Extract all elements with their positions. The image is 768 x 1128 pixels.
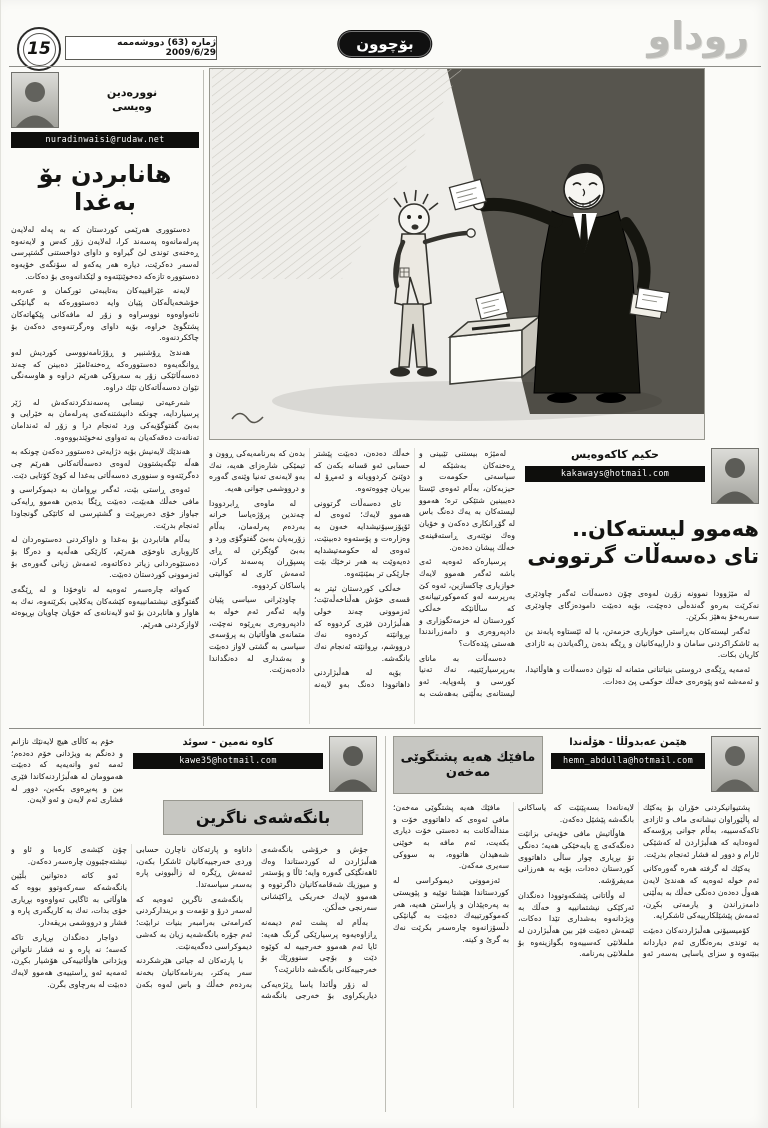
header-divider (9, 66, 761, 67)
newspaper-logo: روداو (647, 14, 749, 58)
headline-line2: تای دەسەڵات گرتوونی (527, 544, 759, 569)
article-paragraph: لە زۆر وڵاتدا یاسا ڕێژەیەكى دیاریكراوى بۆ خەرجى بانگەشە داناوە و پارتەكان ناچارن حسابى وردى خەرجییەكانیان ئاشكرا بكەن، ئەمەش ڕێگرە لە زاڵبوونى پارە بەسەر سیاسەتدا. (136, 845, 377, 1001)
article-paragraph: یەكێك لە گرفتە هەرە گەورەكانى ئەم خولە ئەوەیە كە هەندێ لایەن هەوڵ دەدەن دەنگى خەڵك بە بەڵێنى دامەزراندن و یارمەتى بكڕن، ئەمەش پێشێلكارییەكى ئاشكرایە. (643, 864, 759, 921)
bottom-column-divider (385, 736, 386, 1112)
article-paragraph: ئەو كاتە دەتوانین بڵێین بانگەشەكە سەركەوتوو بووە كە هاوڵاتى بە ئاگایى تەواوەوە بڕیارى خۆى بدات، نەك بە كاریگەرى پارە و فشار و درووشمى بریقەدار. (11, 871, 127, 928)
article-paragraph: دەستوورى هەرێمى كوردستان كە بە پەلە لەلایەن پەرلەمانەوە پەسەند كرا، لەلایەن زۆر كەس و لایەنەوە ڕەخنەى توندى لێ گیراوە و داواى دواخستنى گشتپرسى لەسەر دەكرێت، دیارە هەر یەكەو لە سۆنگەى خۆیەوە دەستوورە تازەكە دەخوێنێتەوە و لێكدانەوەى بۆ دەكات. (11, 225, 199, 281)
article-paragraph: خەڵكى كوردستان ئیتر بە قسەى خۆش هەڵناخەڵەتێت؛ ئەزموونى چەند خولى هەڵبژاردن فێرى كردووە كە بڕوانێتە كردەوە نەك درووشم، بڕوانێتە ئەنجام نەك بانگەشە. (314, 583, 410, 663)
author-name: هێمن عەبدوڵڵا - هۆڵەندا (569, 737, 687, 748)
cartoon-frame (209, 68, 705, 440)
article-mafek-haya (393, 736, 759, 1112)
article-paragraph: دواجار دەنگدان بڕیارى تاكە كەسە؛ نە پارە و نە فشار ناتوانن ویژدانى هاوڵاتییەكى هۆشیار بكڕن، ئەمەیە ئەو ڕاستییەى هەموو لایەك دەبێت لە بەرچاوى بگرن. (11, 932, 127, 989)
article-headline: بانگەشەی ناگرین (163, 800, 363, 835)
author-block (525, 448, 759, 504)
article-body (11, 844, 377, 1108)
article-paragraph: لایەنە عێراقییەكان بەتایبەتى توركمان و عەرەبە خۆشخەیاڵەكان پێیان وایە دەستوورەكە بە گیانێكى ناتەواوەوە نووسراوە و زۆر لە مافەكانى پێكهاتەكان پشتگوێ خراوە، بۆیە داواى وەرگرتنەوەى دەكەن بۆ چاككردنەوە. (11, 286, 199, 343)
article-paragraph: كەواتە چارەسەر ئەوەیە لە ناوخۆدا و لە ڕێگەى گفتوگۆى نیشتمانییەوە كێشەكان یەكلایى بكرێنەوە، نەك بە هاوار و هانابردن بۆ ئەو لایەنانەى كە خۆیان چاویان بڕیوەتە لاوازكردنى هەرێم. (11, 584, 199, 629)
article-paragraph: لە ماوەى ڕابردوودا چەندین پرۆژەیاسا خرانە بەردەم پەرلەمان، بەڵام زۆربەیان بەبێ گفتوگۆى ورد و بەبێ گوێگرتن لە ڕاى پسپۆڕان پەسەند كران، ئەمەش كارى لە كوالیتى یاساكان كردووە. (209, 498, 305, 590)
article-paragraph: هەندێ ڕۆشنبیر و ڕۆژنامەنووسى كوردیش لەو ڕوانگەیەوە دەستوورەكە ڕەخنەئامێز دەبینن كە چەند دەسەڵاتێكى زۆر بە سەرۆكى هەرێم دراوە و هاوسەنگى نێوان دەسەڵاتەكان تێك دراوە. (11, 347, 199, 392)
article-headline: هانابردن بۆ بەغدا (38, 160, 172, 216)
author-name: كاوە نەمین - سوئد (182, 737, 274, 748)
author-photo (711, 736, 759, 792)
article-hanabirdin (11, 72, 199, 724)
column-divider-vertical (203, 70, 204, 726)
article-paragraph: با پارتەكان لە جیاتى هێرشكردنە سەر یەكتر، بەرنامەكانیان بخەنە بەردەم خەڵك و باس لەوە بكەن چۆن كێشەى كارەبا و ئاو و نیشتەجێبوون چارەسەر دەكەن. (11, 845, 252, 989)
author-email-bar: hemn_abdulla@hotmail.com (551, 753, 705, 769)
author-block (11, 72, 199, 128)
article-paragraph: لە مێژوودا نموونە زۆرن لەوەى چۆن دەسەڵات ئەگەر چاودێرى نەكرێت بەرەو گەندەڵى دەچێت، بۆیە دەبێت دامودەزگاى چاودێرى سەربەخۆ بەهێز بكرێن. (525, 589, 759, 622)
author-name (65, 86, 199, 115)
section-logo: بۆچوون (338, 31, 431, 57)
article-paragraph: لە وڵاتانى پێشكەوتوودا دەنگدان ئەركێكى نیشتمانییە و خەڵك بە ویژدانەوە بەشدارى تێدا دەكات، ئێمەش دەبێت فێر بین هەڵبژاردن لە ململانێى كەسییەوە بگوازینەوە بۆ ململانێى بەرنامە. (518, 890, 634, 959)
article4-right-column (133, 736, 377, 836)
article-paragraph: لەمێژە بیستنى تێبینى و ڕەخنەكان بەشێكە لە سیاسەتى حكومەت و حیزبەكان، بەڵام ئەوەى ئێستا دەیبینین شتێكى ترە؛ هەموو لیستەكان بە یەك دەنگ باس لە گۆڕانكارى دەكەن و خۆیان وەك نوێنەرى ڕاستەقینەى خەڵك پیشان دەدەن. (419, 449, 515, 552)
author-photo (711, 448, 759, 504)
article-paragraph: دەسەڵات بە ماناى بەرپرسیارێتییە، نەك تەنیا كورسى و پلەوپایە. ئەو لیستانەى بەڵێنى بەهەشت بە خەڵك دەدەن، دەبێت پێشتر حسابى ئەو قسانە بكەن كە دوێنێ كردوویانە و ئەمڕۆ لە بیریان چووەتەوە. (314, 449, 515, 698)
article-paragraph: پرسیارەكە ئەوەیە ئەى باشە ئەگەر هەموو لایەك خوازیارى چاكسازین، ئەوە كێ بەرپرسە لەو كەموكورتییانەى كە ساڵانێكە خەڵكى كوردستان لە خزمەتگوزارى و دادپەروەرى و دامەزراندندا هەستى پێدەكات؟ (419, 557, 515, 648)
author-name-line2: وەیسی (112, 100, 152, 113)
article-body-side (525, 588, 759, 688)
article-paragraph: چاودێرانى سیاسى پێیان وایە ئەگەر ئەم خولە بە دادپەروەرى بەڕێوە نەچێت، متمانەى هاوڵاتیان بە پرۆسەى سیاسى بە گشتى لاواز دەبێت و بەشدارى لە دەنگداندا دادەبەزێت. (209, 595, 305, 675)
article-paragraph: بانگەشەى ناگرین ئەوەیە كە لەسەر درۆ و تۆمەت و برینداركردنى كەرامەتى بەرامبەر بنیات نرابێت؛ ئەم جۆرە بانگەشەیە زیان بە كەشى دیموكراسى دەگەیەنێت. (136, 894, 252, 951)
article-paragraph: تاى دەسەڵات گرتوونى هەموو لایەك؛ ئەوەى لە ئۆپۆزسیۆنیشدایە خەون بە وەزارەت و پۆستەوە دەبینێت، ئەوەى لە حكومەتیشدایە دەیەوێت بە هەر نرخێك بێت جارێكى تر بمێنێتەوە. (314, 498, 410, 578)
article-paragraph: بۆیە لە هەڵبژاردنى داهاتوودا دەنگ بەو لایەنە بدەن كە بەرنامەیەكى ڕوون و تیمێكى شارەزاى هەیە، نەك بەو لایەنەى تەنیا وێنەى گەورە و درووشمى جوانى هەیە. (209, 449, 410, 690)
author-name: حكیم كاكەوەیس (571, 448, 659, 461)
article-paragraph: بەڵام هانابردن بۆ بەغدا و داواكردنى دەستوەردان لە كاروبارى ناوخۆى هەرێم، كارێكى هەڵەیە و دەرگا بۆ دەستێوەردانى زیاتر دەكاتەوە، ئەمەش زیانى گەورەى بۆ ئەزموونى كوردستان دەبێت. (11, 535, 199, 580)
article-paragraph: شەرعیەتى نیسابى پەسەندكردنەكەش لە ژێر پرسیاردایە، چونكە دانیشتنەكەى پەرلەمان بە خێرایى و بەبێ گفتوگۆیەكى ورد ئەنجام درا و زۆر لە ئەندامان تەنانەت دەقەكەیان بە تەواوى نەخوێندبووەوە. (11, 397, 199, 442)
article-paragraph: ئەوەى ڕاستى بێت، ئەگەر بڕوامان بە دیموكراسى و مافى خەڵك هەبێت، دەبێت ڕێگا بدەین هەموو ڕایەكى جیاواز خۆى دەرببڕێت و گشتپرسى لە كاتێكى گونجاودا ئەنجام بدرێت. (11, 485, 199, 530)
author-email-bar: nuradinwaisi@rudaw.net (11, 132, 199, 148)
person-silhouette-icon (330, 737, 376, 791)
headline-line1: هەموو لیستەكان.. (572, 517, 759, 541)
article-body (11, 224, 199, 631)
article-hamu-listakan (209, 448, 759, 724)
article-paragraph: هەندێك لایەنیش بۆیە دژایەتى دەستوور دەكەن چونكە بە هەڵە تێگەیشتوون لەوەى دەسەڵاتەكانى هەرێم چى دەگرێتەوە و سنوورى دەسەڵاتى بەغدا لە كوێ كۆتایى دێت. (11, 447, 199, 480)
article-paragraph: مافێك هەیە پشتگوێى مەخەن؛ مافى ئەوەى كە داهاتووى خۆت و منداڵەكانت بە دەستى خۆت دیارى بكەیت، ئەم مافە بە خوێنى شەهیدان هاتووە، بە سووكى سەیرى مەكەن. (393, 803, 509, 871)
page-number-badge (17, 27, 61, 71)
person-silhouette-icon (712, 449, 758, 503)
article2-right-column (525, 448, 759, 724)
article-body (393, 802, 759, 1108)
article-paragraph: كۆمیسیۆنى هەڵبژاردنەكان دەبێت بە توندى بەرەنگارى ئەم دیاردانە ببێتەوە و سزاى یاسایى بەسەر ئەو لایەنانەدا بسەپێنێت كە یاساكانى بانگەشە پێشێل دەكەن. (518, 803, 759, 959)
person-silhouette-icon (712, 737, 758, 791)
author-email-bar: kawe35@hotmail.com (133, 753, 323, 769)
author-name-line1: نوورەدین (106, 85, 158, 99)
article-paragraph: ئەمەیە ڕێگەى دروستى بنیاتنانى متمانە لە نێوان دەسەڵات و هاوڵاتیدا، و ئەمەشە ئەو پێوەرەى خەڵك حوكمى پێ دەدات. (525, 665, 759, 686)
article-paragraph: خۆم بە كاڵاى هیچ لایەنێك نازانم و دەنگم بە ویژدانى خۆم دەدەم؛ ئەمە ئەو وانەیەیە كە دەبێت هەموومان لە هەڵبژاردنەكاندا فێرى بین و پەیڕەوى بكەین، دوور لە فشارى ئەم لایەن و ئەو لایەن. (11, 737, 123, 805)
article-paragraph: پشتیوانیكردنى خۆران بۆ یەكێك لە پاڵێوراوان نیشانەى ماف و ئازادى تاكەكەسییە، بەڵام جوانى پرۆسەكە لەوەدایە كە هەڵبژاردن لە كەشێكى ئارام و دوور لە فشار ئەنجام بدرێت. (643, 803, 759, 859)
page-number: 15 (23, 33, 56, 66)
author-photo (329, 736, 377, 792)
person-silhouette-icon (12, 73, 58, 127)
cartoon-illustration (212, 69, 704, 437)
article-paragraph: ئەزموونى دیموكراسى لە كوردستاندا هێشتا نوێیە و پێویستى بە پەرەپێدان و پاراستن هەیە، هەر كەموكورتییەك دەبێت بە گیانێكى دڵسۆزانەوە چارەسەر بكرێت نەك بە گرێ و كینە. (393, 876, 509, 944)
article-paragraph: بەڵام لە پشت ئەم دیمەنە ڕازاوەیەوە پرسیارێكى گرنگ هەیە: ئایا ئەم هەموو خەرجییە لە كوێوە دێت و بۆچى سنوورێك بۆ خەرجییەكانى بانگەشە دانانرێت؟ (261, 918, 377, 974)
author-email-bar: kakaways@hotmail.com (525, 466, 705, 482)
author-block (551, 736, 759, 794)
article-bangasha (11, 736, 377, 1112)
article-paragraph: ئەگەر لیستەكان بەڕاستى خوازیارى خزمەتن، با لە ئێستاوە پابەند بن بە ئاشكراكردنى سامان و داراییەكانیان و ڕێگە بدەن ڕاگەیاندن بە ئازادى كاریان بكات. (525, 627, 759, 660)
article-paragraph: جۆش و خرۆشى بانگەشەى هەڵبژاردن لە كوردستاندا وەك ئاهەنگێكى گەورە وایە؛ ئاڵا و پۆستەر و میوزیك شەقامەكانیان داگرتووە و هەموو لایەك خەریكى ڕاكێشانى سەرنجى خەڵكن. (261, 845, 377, 913)
article3-header (393, 736, 759, 794)
article-lead-column (11, 736, 123, 836)
article-headline: مافێك هەیە پشتگوێی مەخەن (393, 736, 543, 794)
author-photo (11, 72, 59, 128)
issue-date-box: ژمارە (63) دووشەممە 2009/6/29 (65, 36, 217, 60)
article-paragraph: هاوڵاتیش مافى خۆیەتى بزانێت دەنگەكەى چ بایەخێكى هەیە؛ دەنگى تۆ بڕیارى چوار ساڵى داهاتووى كوردستان دەدات، بۆیە بە هەرزانى مەیفرۆشە. (518, 829, 634, 886)
article4-header (11, 736, 377, 836)
author-block (133, 736, 377, 792)
article-headline (525, 516, 759, 571)
section-divider-horizontal (9, 728, 761, 729)
article-body (209, 448, 515, 724)
